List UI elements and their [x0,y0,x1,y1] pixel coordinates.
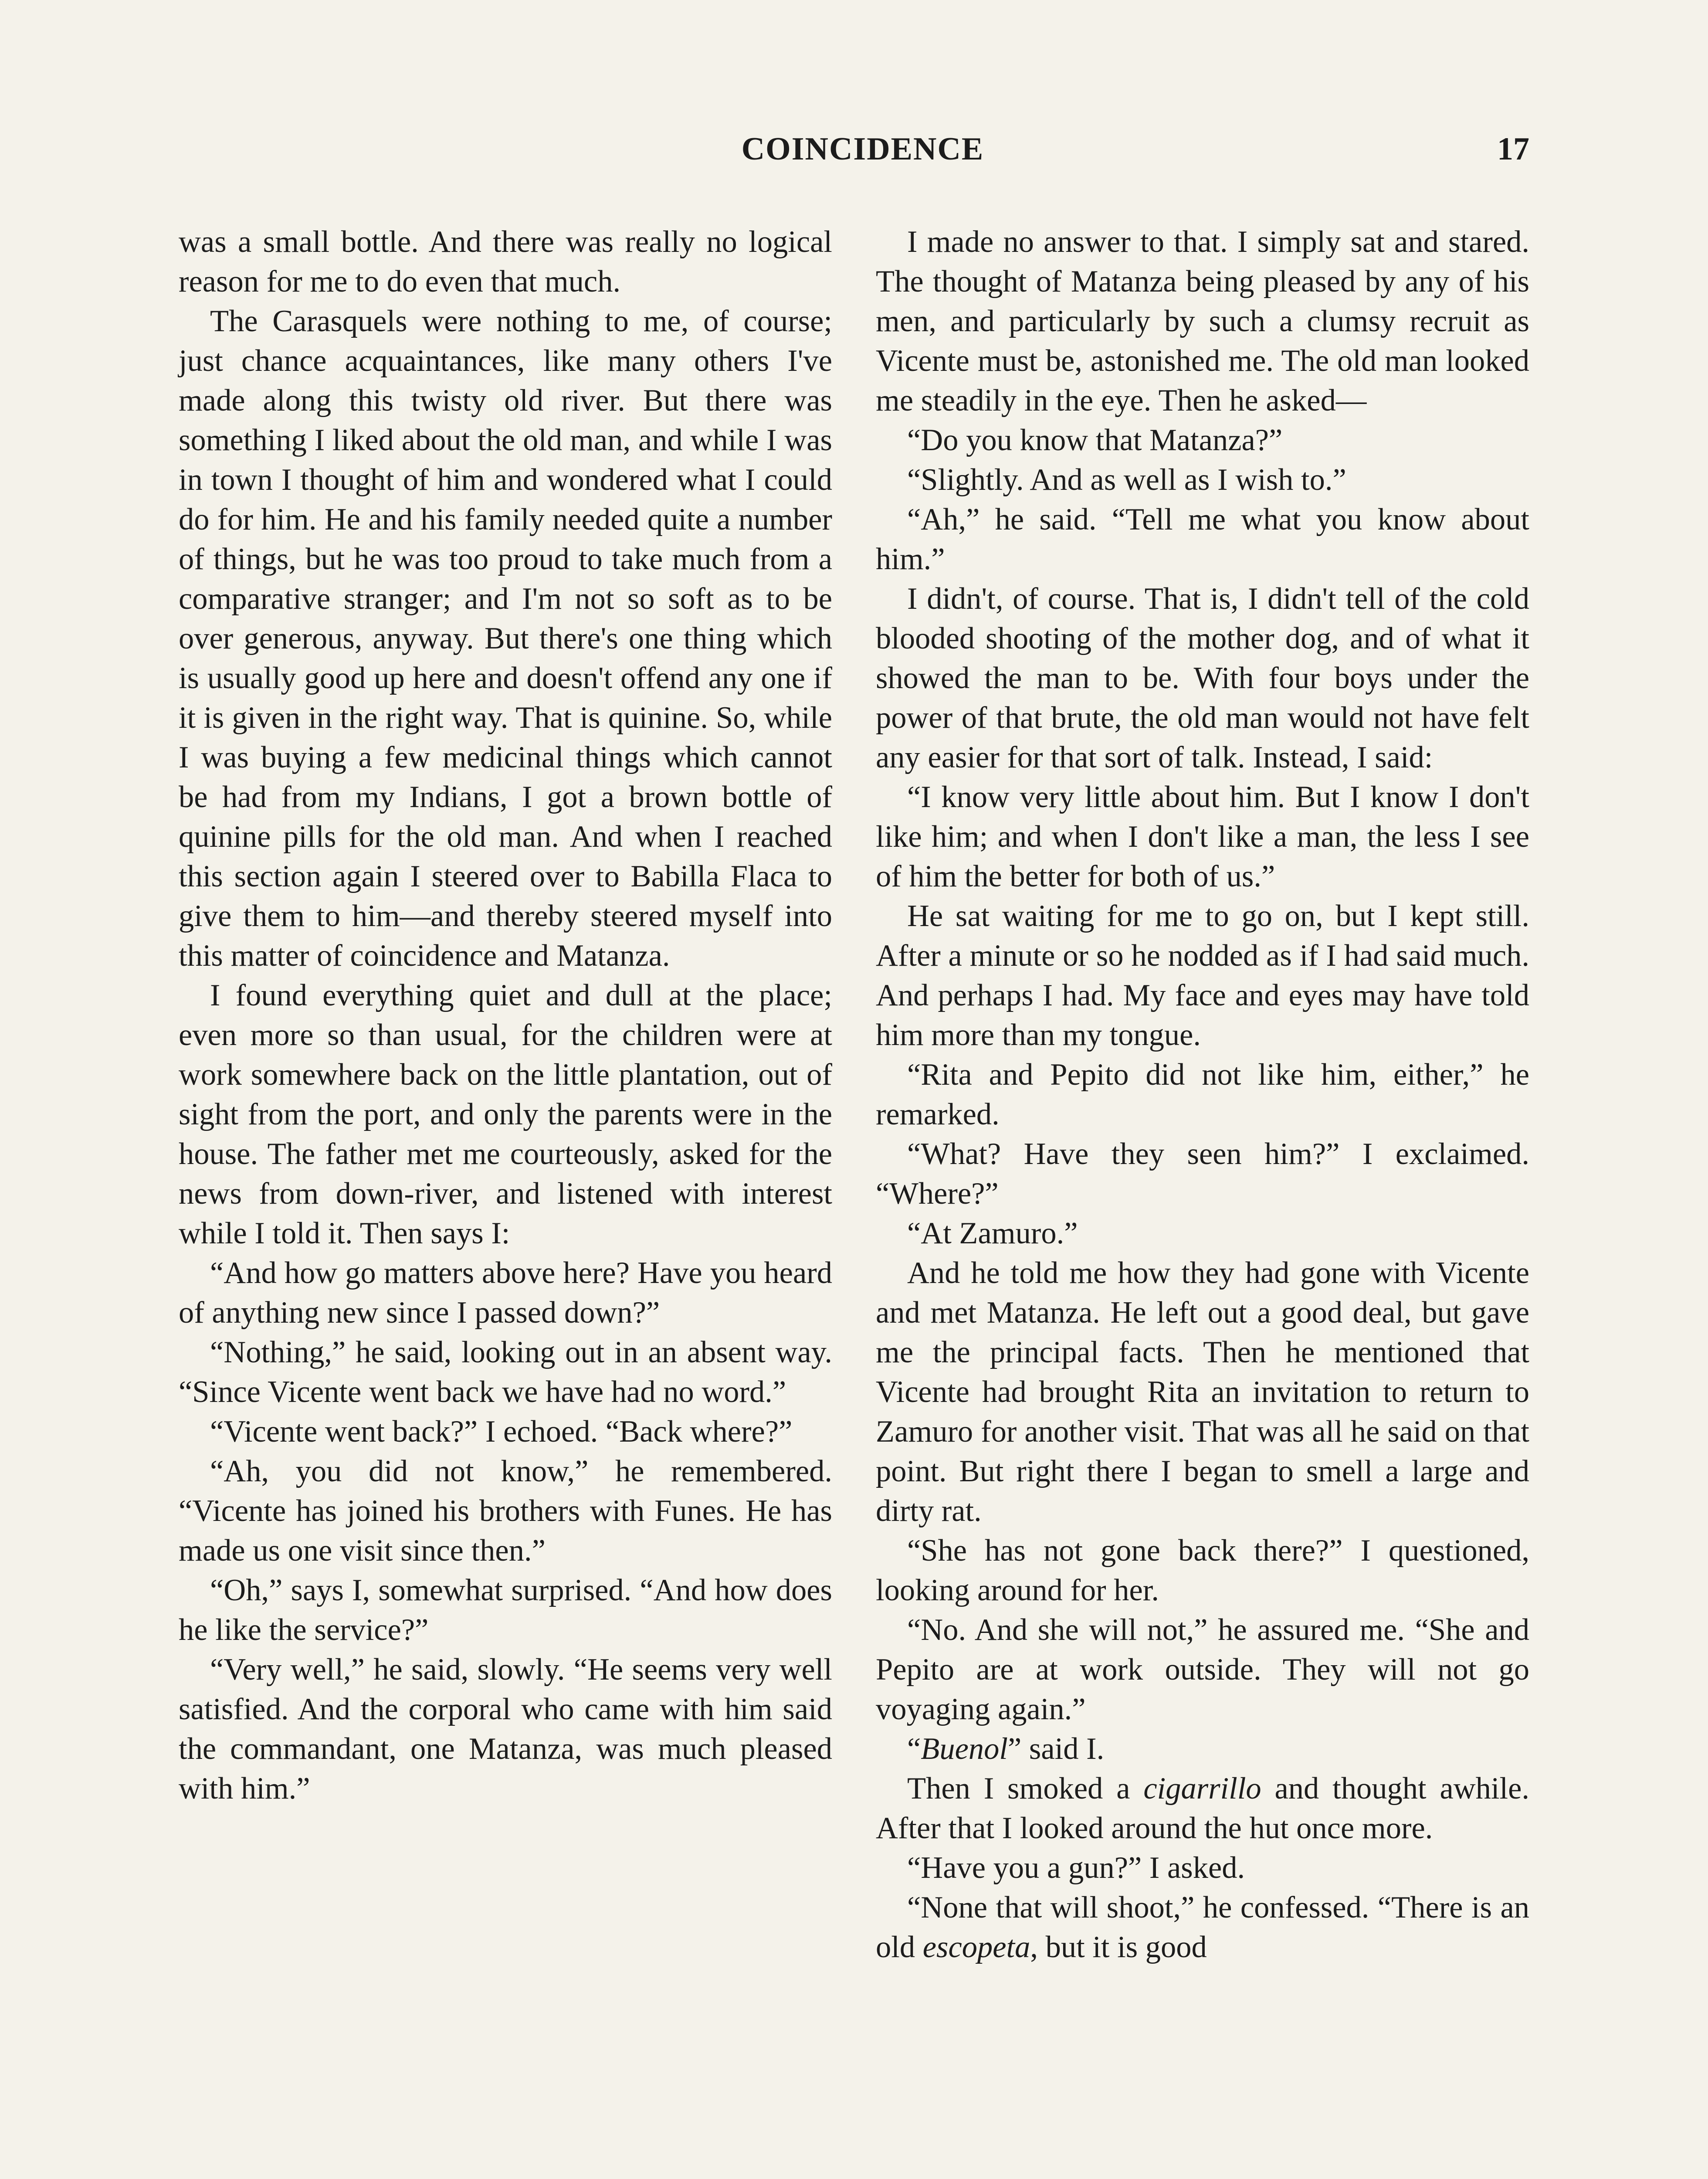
text-run: Then I smoked a [907,1772,1144,1806]
paragraph: “Have you a gun?” I asked. [907,1851,1245,1885]
paragraph: I found everything quiet and dull at the place; even more so than usual, for the children were at work somewhere back on the little plantation, out of sight from the port, and only the parents were in the house. The father met me courteously, asked for the news from down-river, and listened with interest while I told it. Then says I: [179,978,832,1250]
paragraph-escopeta [876,1888,1529,1967]
text-run: , but it is good [1030,1930,1207,1964]
paragraph: “I know very little about him. But I know I don't like him; and when I don't like a man, the less I see of him the better for both of us.” [876,780,1529,893]
paragraph: “Do you know that Matanza?” [907,423,1283,457]
page-number: 17 [1497,131,1529,167]
paragraph: “Oh,” says I, somewhat surprised. “And how does he like the service?” [179,1573,832,1647]
quote-open: “ [907,1732,921,1766]
right-column [876,222,1529,1967]
paragraph: “Rita and Pepito did not like him, either,” he remarked. [876,1058,1529,1131]
paragraph-buenol [876,1729,1529,1769]
paragraph: I made no answer to that. I simply sat and stared. The thought of Matanza being pleased by any of his men, and particularly by such a clumsy recruit as Vicente must be, astonished me. The old man looked me steadily in the eye. Then he asked— [876,225,1529,417]
left-column [179,222,832,1809]
paragraph-cigarrillo [876,1769,1529,1848]
italic-word: Buenol [921,1732,1008,1766]
text-run: and thought awhile. After that I looked around the hut once more. [876,1772,1529,1845]
italic-word: cigarrillo [1143,1772,1261,1806]
paragraph: “And how go matters above here? Have you heard of anything new since I passed down?” [179,1256,832,1330]
paragraph: “She has not gone back there?” I questioned, looking around for her. [876,1534,1529,1607]
italic-word: escopeta [922,1930,1030,1964]
paragraph: And he told me how they had gone with Vicente and met Matanza. He left out a good deal, but gave me the principal facts. Then he mentioned that Vicente had brought Rita an invitation to return to Zamuro for another visit. That was all he said on that point. But right there I began to smell a large and dirty rat. [876,1256,1529,1528]
paragraph: The Carasquels were nothing to me, of course; just chance acquaintances, like many others I've made along this twisty old river. But there was something I liked about the old man, and while I was in town I thought of him and wondered what I could do for him. He and his family needed quite a number of things, but he was too proud to take much from a comparative stranger; and I'm not so soft as to be over generous, anyway. But there's one thing which is usually good up here and doesn't offend any one if it is given in the right way. That is quinine. So, while I was buying a few medicinal things which cannot be had from my Indians, I got a brown bottle of quinine pills for the old man. And when I reached this section again I steered over to Babilla Flaca to give them to him—and thereby steered myself into this matter of coincidence and Matanza. [179,304,832,973]
paragraph: was a small bottle. And there was really no logical reason for me to do even that much. [179,225,832,299]
quote-close: ” said I. [1008,1732,1105,1766]
paragraph: “Ah,” he said. “Tell me what you know about him.” [876,502,1529,576]
text-run: “None that will shoot,” he confessed. “There is an old [876,1891,1529,1964]
paragraph: “Nothing,” he said, looking out in an absent way. “Since Vicente went back we have had no word.” [179,1335,832,1409]
paragraph: “Slightly. And as well as I wish to.” [907,463,1346,497]
paragraph: “At Zamuro.” [907,1216,1078,1250]
paragraph: “What? Have they seen him?” I exclaimed. “Where?” [876,1137,1529,1211]
paragraph: “Very well,” he said, slowly. “He seems very well satisfied. And the corporal who came with him said the commandant, one Matanza, was much pleased with him.” [179,1653,832,1806]
paragraph: “Ah, you did not know,” he remembered. “Vicente has joined his brothers with Funes. He has made us one visit since then.” [179,1454,832,1568]
page-header [0,131,1708,183]
running-title: COINCIDENCE [741,131,984,167]
paragraph: “Vicente went back?” I echoed. “Back where?” [210,1415,793,1449]
paragraph: He sat waiting for me to go on, but I kept still. After a minute or so he nodded as if I had said much. And perhaps I had. My face and eyes may have told him more than my tongue. [876,899,1529,1052]
paragraph: “No. And she will not,” he assured me. “She and Pepito are at work outside. They will not go voyaging again.” [876,1613,1529,1726]
paragraph: I didn't, of course. That is, I didn't tell of the cold blooded shooting of the mother dog, and of what it showed the man to be. With four boys under the power of that brute, the old man would not have felt any easier for that sort of talk. Instead, I said: [876,582,1529,774]
